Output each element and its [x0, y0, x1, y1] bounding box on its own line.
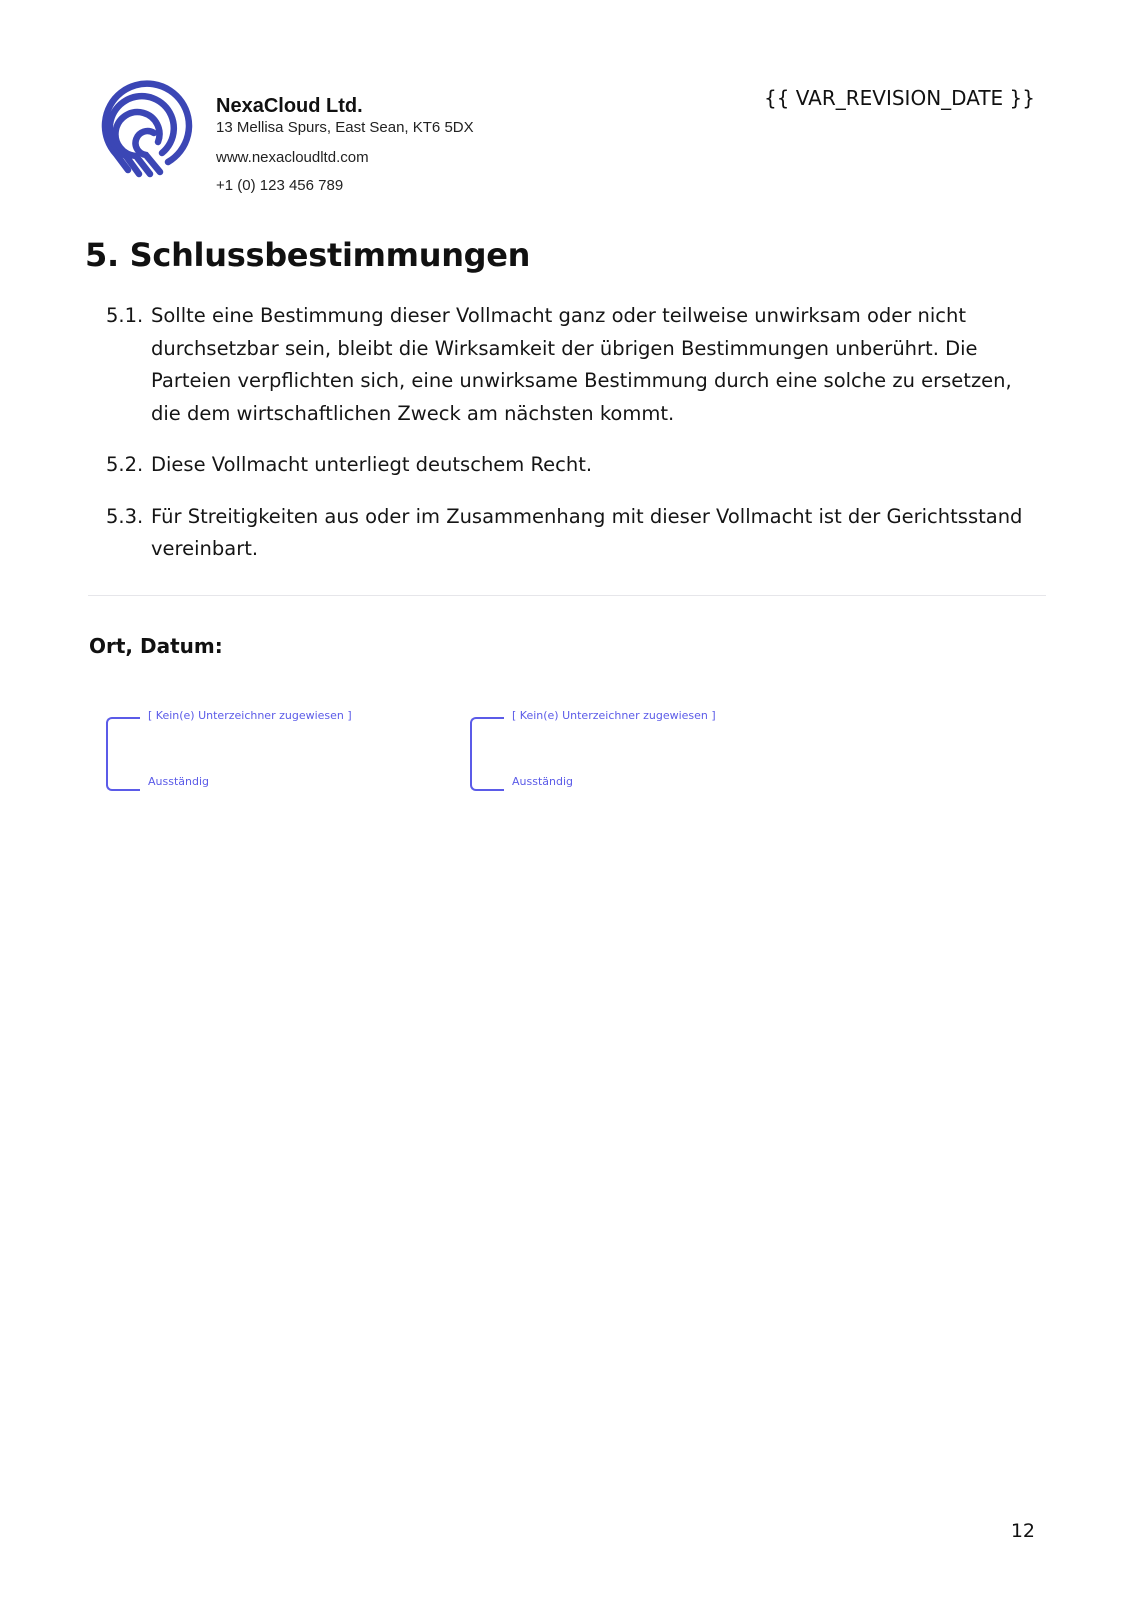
clause-text: Diese Vollmacht unterliegt deutschem Recht. [151, 453, 593, 476]
clause-number: 5.2. [106, 453, 144, 476]
signature-bracket [106, 717, 140, 791]
company-phone: +1 (0) 123 456 789 [216, 177, 344, 194]
company-info [216, 94, 474, 196]
nexacloud-logo-icon [98, 78, 194, 182]
clause-number: 5.3. [106, 504, 144, 528]
signature-bracket [470, 717, 504, 791]
divider [88, 595, 1046, 596]
revision-date-placeholder: {{ VAR_REVISION_DATE }} [763, 86, 1035, 110]
company-address: 13 Mellisa Spurs, East Sean, KT6 5DX [216, 119, 474, 136]
clause-list [106, 300, 1046, 585]
clause-text: Für Streitigkeiten aus oder im Zusammenhang mit dieser Vollmacht ist der Gerichtsstand vereinbart. [151, 504, 1023, 560]
company-name: NexaCloud Ltd. [216, 95, 363, 117]
clause-item [106, 300, 1046, 430]
company-website: www.nexacloudltd.com [216, 149, 369, 166]
clause-item [106, 501, 1046, 566]
signature-status: Ausständig [512, 775, 574, 788]
section-title: 5. Schlussbestimmungen [85, 236, 531, 274]
signature-field[interactable] [106, 709, 366, 799]
clause-text: Sollte eine Bestimmung dieser Vollmacht ganz oder teilweise unwirksam oder nicht durchsetzbar sein, bleibt die Wirksamkeit der übrigen Bestimmungen unberührt. Die Parteien verpflichten sich, eine unwirksame Bestimmung durch eine solche zu ersetzen, die dem wirtschaftlichen Zweck am nächsten kommt. [151, 304, 1012, 425]
signature-status: Ausständig [148, 775, 210, 788]
signer-assignment-label: [ Kein(e) Unterzeichner zugewiesen ] [512, 709, 716, 722]
place-date-label: Ort, Datum: [89, 634, 223, 658]
signature-field[interactable] [470, 709, 730, 799]
clause-item [106, 449, 1046, 482]
clause-number: 5.1. [106, 304, 144, 327]
signer-assignment-label: [ Kein(e) Unterzeichner zugewiesen ] [148, 709, 352, 722]
page-number: 12 [1010, 1520, 1035, 1542]
